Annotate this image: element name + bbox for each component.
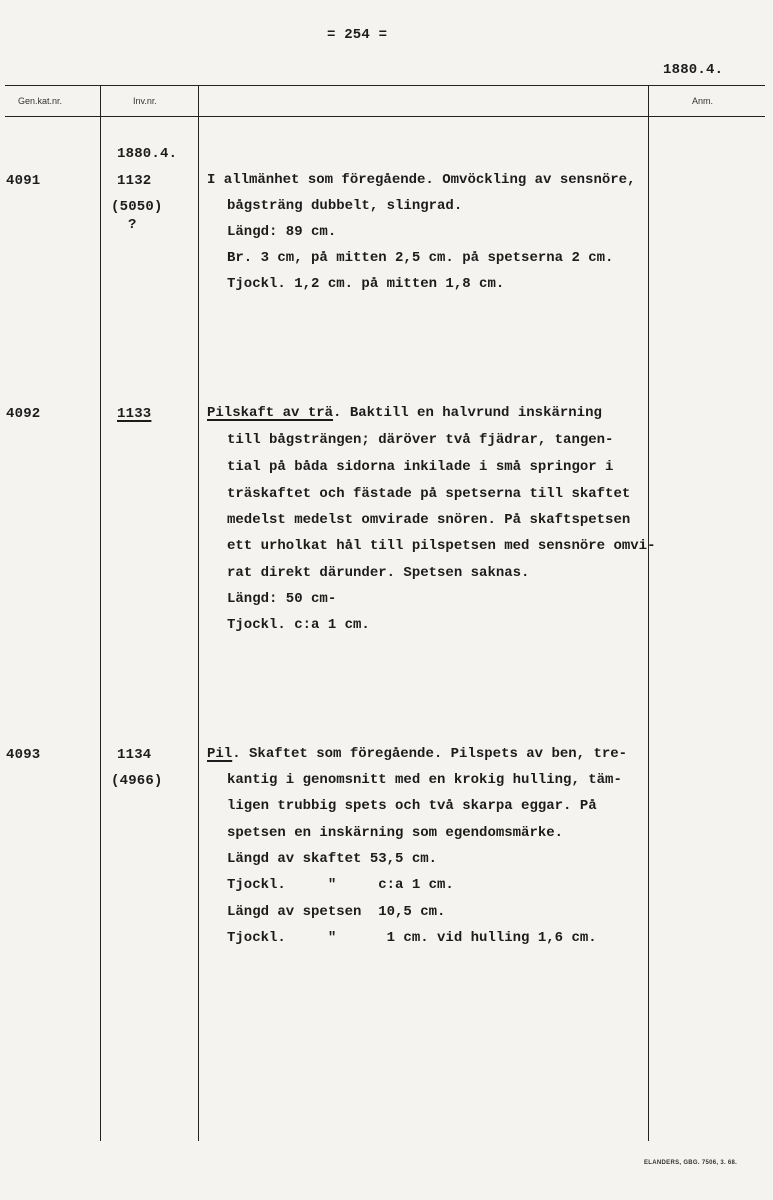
entry-text-line: medelst medelst omvirade snören. På skaftspetsen xyxy=(227,512,631,528)
entry-text-line: Längd: 50 cm- xyxy=(227,591,337,607)
entry-text-line: Tjockl. c:a 1 cm. xyxy=(227,617,370,633)
entry-text-line: ett urholkat hål till pilspetsen med sensnöre omvi- xyxy=(227,538,656,554)
entry-text-line: träskaftet och fästade på spetserna till skaftet xyxy=(227,486,631,502)
entry-text-line: Tjockl. " c:a 1 cm. xyxy=(227,877,454,893)
entry-inv-alt: (4966) xyxy=(111,773,163,789)
printer-footer: ELANDERS, GBG. 7506, 3. 68. xyxy=(644,1160,738,1166)
entry-text-line: Längd av skaftet 53,5 cm. xyxy=(227,851,438,867)
entry-text-line: till bågsträngen; däröver två fjädrar, tangen- xyxy=(227,432,614,448)
entry-text-line: tial på båda sidorna inkilade i små springor i xyxy=(227,459,614,475)
entry-text-line: Br. 3 cm, på mitten 2,5 cm. på spetserna 2 cm. xyxy=(227,250,614,266)
entry-text-line: Tjockl. 1,2 cm. på mitten 1,8 cm. xyxy=(227,276,505,292)
header-rule-top xyxy=(5,85,765,86)
page-number: = 254 = xyxy=(327,27,388,43)
entry-gen-number: 4092 xyxy=(6,406,41,422)
group-year: 1880.4. xyxy=(117,146,178,162)
entry-text-line: kantig i genomsnitt med en krokig hulling, täm- xyxy=(227,772,622,788)
header-rule-bottom xyxy=(5,116,765,117)
entry-inv-number: 1132 xyxy=(117,173,152,189)
entry-text-line: Längd: 89 cm. xyxy=(227,224,337,240)
entry-text-line: I allmänhet som föregående. Omvöckling av sensnöre, xyxy=(207,172,636,188)
column-divider-inv xyxy=(198,86,199,1141)
entry-inv-number: 1134 xyxy=(117,747,152,763)
entry-gen-number: 4091 xyxy=(6,173,41,189)
entry-text-line: . Skaftet som föregående. Pilspets av ben, tre- xyxy=(232,746,628,762)
column-header-inv: Inv.nr. xyxy=(133,96,157,106)
column-divider-anm xyxy=(648,86,649,1141)
entry-text-line: Längd av spetsen 10,5 cm. xyxy=(227,904,446,920)
entry-title: Pilskaft av trä xyxy=(207,405,334,421)
entry-inv-number: 1133 xyxy=(117,406,152,422)
entry-inv-alt: (5050) xyxy=(111,199,163,215)
entry-text-line: bågsträng dubbelt, slingrad. xyxy=(227,198,463,214)
entry-inv-query: ? xyxy=(128,217,137,233)
page-year: 1880.4. xyxy=(663,62,724,78)
column-header-gen-kat: Gen.kat.nr. xyxy=(18,96,63,106)
entry-text-line: rat direkt därunder. Spetsen saknas. xyxy=(227,565,530,581)
entry-text-line: ligen trubbig spets och två skarpa eggar. På xyxy=(227,798,597,814)
column-header-anm: Anm. xyxy=(692,96,714,106)
column-divider-gen xyxy=(100,86,101,1141)
entry-gen-number: 4093 xyxy=(6,747,41,763)
entry-text-line: spetsen en inskärning som egendomsmärke. xyxy=(227,825,564,841)
entry-title: Pil xyxy=(207,746,233,762)
entry-text-line: . Baktill en halvrund inskärning xyxy=(333,405,602,421)
entry-text-line: Tjockl. " 1 cm. vid hulling 1,6 cm. xyxy=(227,930,597,946)
